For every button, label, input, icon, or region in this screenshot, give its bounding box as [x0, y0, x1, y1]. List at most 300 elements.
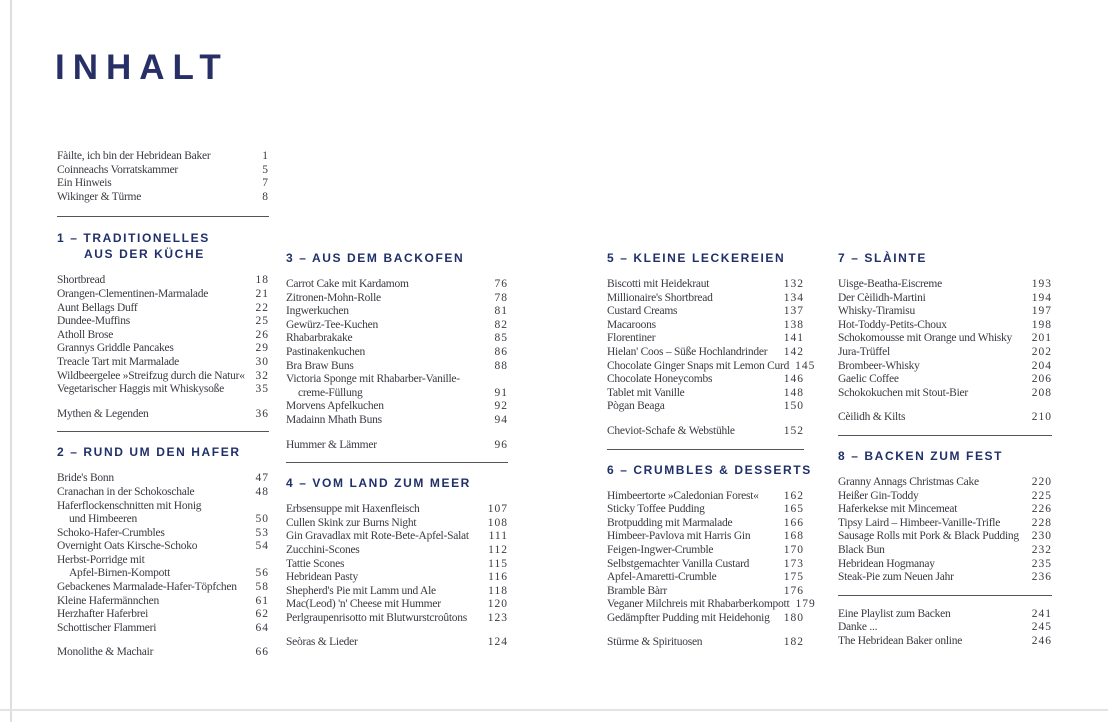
toc-entry-page-number: 76 [494, 278, 508, 290]
toc-entry-label: Schokokuchen mit Stout-Bier [838, 386, 968, 399]
toc-entry-label: Black Bun [838, 543, 885, 556]
toc-entry [57, 500, 269, 514]
toc-entry [838, 360, 1052, 374]
toc-entry [57, 554, 269, 568]
section-divider [286, 462, 508, 463]
section-footer-list [286, 636, 508, 650]
toc-entry-page-number: 134 [783, 291, 804, 304]
toc-entry [286, 278, 508, 292]
toc-entry-label: Tipsy Laird – Himbeer-Vanille-Trifle [838, 516, 1001, 529]
toc-entry [57, 342, 269, 356]
section-heading-line: 3 – AUS DEM BACKOFEN [286, 251, 465, 265]
toc-entry-page-number: 118 [488, 584, 508, 597]
toc-entry [286, 400, 508, 414]
toc-entry-label: Overnight Oats Kirsche-Schoko [57, 540, 198, 553]
toc-entry-label: Cheviot-Schafe & Webstühle [607, 424, 735, 437]
section-heading-line: 8 – BACKEN ZUM FEST [838, 448, 1004, 463]
toc-entry-page-number: 58 [255, 581, 269, 594]
footer-divider [838, 595, 1052, 596]
toc-entry [57, 622, 269, 636]
toc-entry-label: Chocolate Honeycombs [607, 373, 713, 386]
section-heading [286, 250, 508, 266]
toc-entry-label: Cullen Skink zur Burns Night [286, 516, 417, 529]
toc-entry-label: Hebridean Hogmanay [838, 557, 935, 570]
toc-entry [607, 292, 804, 306]
toc-column-3-sections [607, 250, 816, 650]
toc-entry-page-number: 179 [795, 598, 816, 611]
section-entry-list [838, 476, 1052, 585]
toc-entry-label: Biscotti mit Heidekraut [607, 278, 710, 290]
toc-entry-label: Wikinger & Türme [57, 190, 142, 203]
toc-entry [607, 305, 804, 319]
toc-entry [838, 373, 1052, 387]
toc-entry-label: Tablet mit Vanille [607, 386, 685, 399]
toc-entry-page-number: 36 [255, 407, 269, 420]
toc-entry-label: Ein Hinweis [57, 177, 112, 190]
toc-entry [57, 191, 269, 205]
toc-entry-page-number: 142 [783, 345, 804, 358]
toc-entry-label: Tattie Scones [286, 557, 345, 570]
toc-entry [286, 332, 508, 346]
toc-entry-label: Shortbread [57, 274, 105, 287]
toc-entry [838, 571, 1052, 585]
toc-entry-page-number: 162 [783, 489, 804, 502]
toc-entry-label: Grannys Griddle Pancakes [57, 342, 174, 355]
section-heading-line: AUS DER KÜCHE [84, 247, 205, 262]
toc-entry-page-number: 152 [783, 424, 804, 437]
page-edge-left [10, 0, 12, 722]
toc-entry-page-number: 91 [494, 386, 508, 399]
toc-entry-label: Cèilidh & Kilts [838, 411, 906, 424]
toc-entry-label: Feigen-Ingwer-Crumble [607, 543, 714, 556]
toc-entry [57, 581, 269, 595]
toc-entry [607, 490, 804, 504]
toc-entry-label: Stürme & Spirituosen [607, 636, 703, 649]
toc-column-4 [838, 250, 1052, 648]
toc-entry-page-number: 197 [1031, 305, 1052, 318]
toc-entry-page-number: 94 [494, 413, 508, 426]
toc-entry [286, 373, 508, 387]
toc-entry-label: Aunt Bellags Duff [57, 301, 138, 314]
toc-entry [57, 164, 269, 178]
toc-entry-page-number: 165 [783, 503, 804, 516]
section-heading [286, 475, 508, 491]
toc-entry-page-number: 225 [1031, 489, 1052, 502]
toc-entry-label: Granny Annags Christmas Cake [838, 475, 979, 488]
toc-entry-label: Rhabarbrakake [286, 332, 353, 345]
toc-entry [57, 513, 269, 527]
toc-entry-page-number: 148 [783, 386, 804, 399]
section-footer-list [57, 646, 269, 660]
toc-entry-page-number: 47 [255, 472, 269, 485]
toc-entry-label: Carrot Cake mit Kardamom [286, 278, 409, 290]
toc-entry [607, 319, 804, 333]
toc-entry-page-number: 32 [255, 369, 269, 382]
toc-entry-label: Schoko-Hafer-Crumbles [57, 526, 165, 539]
toc-entry-page-number: 123 [487, 611, 508, 624]
toc-entry-label: Danke ... [838, 621, 878, 634]
toc-entry [607, 598, 816, 612]
toc-entry-page-number: 107 [487, 503, 508, 516]
toc-entry [607, 585, 804, 599]
toc-entry-label: Erbsensuppe mit Haxenfleisch [286, 503, 420, 516]
toc-entry-page-number: 236 [1031, 571, 1052, 584]
toc-entry-page-number: 201 [1031, 332, 1052, 345]
section-entry-list [607, 278, 816, 414]
toc-entry-label: Uisge-Beatha-Eiscreme [838, 278, 942, 290]
toc-entry-label: Herbst-Porridge mit [57, 553, 145, 566]
toc-entry [286, 612, 508, 626]
toc-entry [607, 612, 804, 626]
section-footer-list [607, 636, 804, 650]
toc-entry [607, 387, 804, 401]
toc-entry-page-number: 64 [255, 621, 269, 634]
toc-entry-label: Hielan' Coos – Süße Hochlandrinder [607, 345, 768, 358]
toc-entry [838, 476, 1052, 490]
toc-entry [838, 517, 1052, 531]
toc-entry [838, 530, 1052, 544]
toc-entry-page-number: 21 [255, 287, 269, 300]
toc-entry [57, 540, 269, 554]
toc-entry-label: Pastinakenkuchen [286, 345, 366, 358]
toc-entry-page-number: 182 [783, 636, 804, 649]
toc-entry [57, 288, 269, 302]
section-entry-list [607, 489, 816, 626]
toc-entry [57, 527, 269, 541]
toc-entry-page-number: 66 [255, 646, 269, 659]
toc-entry-label: Gebackenes Marmalade-Hafer-Töpfchen [57, 581, 237, 594]
toc-entry [57, 486, 269, 500]
toc-entry-label: Himbeer-Pavlova mit Harris Gin [607, 530, 751, 543]
toc-entry-page-number: 53 [255, 526, 269, 539]
toc-entry-page-number: 175 [783, 571, 804, 584]
toc-entry-page-number: 173 [783, 557, 804, 570]
toc-entry [607, 278, 804, 292]
section-heading [838, 250, 1052, 266]
toc-entry-label: Victoria Sponge mit Rhabarber-Vanille- [286, 373, 460, 386]
toc-entry-label: Heißer Gin-Toddy [838, 489, 919, 502]
section-footer-list [607, 425, 804, 439]
toc-entry-label: Gin Gravadlax mit Rote-Bete-Apfel-Salat [286, 530, 469, 543]
toc-entry [838, 278, 1052, 292]
section-entry-list [57, 472, 269, 635]
toc-entry [286, 544, 508, 558]
toc-entry-page-number: 150 [783, 400, 804, 413]
toc-entry [286, 360, 508, 374]
toc-entry [607, 636, 804, 650]
toc-entry [57, 595, 269, 609]
section-entry-list [286, 278, 508, 428]
toc-entry [286, 292, 508, 306]
toc-entry-page-number: 25 [255, 315, 269, 328]
toc-entry-label: Zucchini-Scones [286, 543, 360, 556]
toc-column-1 [57, 150, 269, 660]
toc-entry-page-number: 241 [1031, 607, 1052, 620]
toc-entry-label: Zitronen-Mohn-Rolle [286, 291, 381, 304]
toc-entry-page-number: 48 [255, 485, 269, 498]
toc-entry-label: Hot-Toddy-Petits-Choux [838, 318, 947, 331]
toc-entry-page-number: 132 [783, 278, 804, 290]
toc-column-3 [607, 250, 816, 650]
section-divider [607, 449, 804, 450]
toc-entry-page-number: 193 [1031, 278, 1052, 290]
section-entry-list [286, 503, 508, 625]
toc-entry [607, 425, 804, 439]
section-footer-list [286, 439, 508, 453]
toc-entry-label: Pògan Beaga [607, 400, 665, 413]
toc-entry-page-number: 56 [255, 567, 269, 580]
toc-entry-page-number: 7 [262, 177, 269, 190]
section-divider [838, 435, 1052, 436]
toc-entry-page-number: 96 [494, 438, 508, 451]
section-entry-list [57, 274, 269, 396]
toc-entry-label: Vegetarischer Haggis mit Whiskysoße [57, 383, 225, 396]
toc-entry-page-number: 145 [795, 359, 816, 372]
toc-entry-page-number: 85 [494, 332, 508, 345]
toc-entry-label: Mac(Leod) 'n' Cheese mit Hummer [286, 598, 441, 611]
toc-entry-page-number: 230 [1031, 530, 1052, 543]
toc-entry [57, 472, 269, 486]
toc-entry [607, 373, 804, 387]
toc-entry-label: Jura-Trüffel [838, 345, 890, 358]
toc-entry-label: Millionaire's Shortbread [607, 291, 713, 304]
toc-entry-label: The Hebridean Baker online [838, 634, 963, 647]
toc-entry [57, 274, 269, 288]
toc-entry-label: Shepherd's Pie mit Lamm und Ale [286, 584, 436, 597]
toc-entry-label: Apfel-Amaretti-Crumble [607, 571, 717, 584]
toc-entry-page-number: 29 [255, 342, 269, 355]
toc-entry-page-number: 78 [494, 291, 508, 304]
toc-entry-page-number: 92 [494, 400, 508, 413]
toc-entry-label: Whisky-Tiramisu [838, 305, 915, 318]
toc-entry [57, 315, 269, 329]
page-title: INHALT [55, 48, 229, 87]
toc-entry-label: Bride's Bonn [57, 472, 114, 485]
toc-entry [838, 292, 1052, 306]
toc-entry [838, 411, 1052, 425]
toc-entry-label: Florentiner [607, 332, 656, 345]
toc-entry-page-number: 18 [255, 274, 269, 287]
toc-entry [838, 558, 1052, 572]
toc-entry-label: Hummer & Lämmer [286, 438, 377, 451]
toc-entry-label: Steak-Pie zum Neuen Jahr [838, 571, 954, 584]
section-footer-list [57, 408, 269, 422]
toc-entry-page-number: 176 [783, 584, 804, 597]
toc-entry-page-number: 206 [1031, 373, 1052, 386]
toc-entry-label: Gewürz-Tee-Kuchen [286, 318, 379, 331]
front-matter-list [57, 150, 269, 204]
toc-entry-label: creme-Füllung [298, 386, 363, 399]
toc-entry-page-number: 26 [255, 328, 269, 341]
toc-entry-page-number: 61 [255, 594, 269, 607]
toc-entry-page-number: 30 [255, 355, 269, 368]
toc-entry [57, 356, 269, 370]
toc-entry-page-number: 208 [1031, 386, 1052, 399]
toc-entry-label: Sticky Toffee Pudding [607, 503, 705, 516]
toc-entry-label: Seòras & Lieder [286, 636, 358, 649]
toc-entry-page-number: 138 [783, 318, 804, 331]
toc-entry [286, 503, 508, 517]
toc-entry [838, 490, 1052, 504]
toc-entry-label: Monolithe & Machair [57, 646, 154, 659]
toc-entry-label: Hebridean Pasty [286, 571, 358, 584]
toc-entry [57, 408, 269, 422]
toc-entry [286, 558, 508, 572]
toc-entry-page-number: 115 [488, 557, 508, 570]
toc-entry [286, 636, 508, 650]
toc-entry-label: Brombeer-Whisky [838, 359, 920, 372]
toc-entry [838, 608, 1052, 622]
toc-entry-label: Veganer Milchreis mit Rhabarberkompott [607, 598, 790, 611]
toc-entry-label: Bramble Bàrr [607, 584, 667, 597]
section-footer-list [838, 608, 1052, 649]
section-footer-list [838, 411, 1052, 425]
toc-entry-page-number: 111 [488, 530, 508, 543]
toc-entry-page-number: 22 [255, 301, 269, 314]
toc-entry-label: Chocolate Ginger Snaps mit Lemon Curd [607, 359, 790, 372]
toc-entry [838, 635, 1052, 649]
toc-entry-label: und Himbeeren [69, 513, 137, 526]
toc-entry [607, 503, 804, 517]
toc-entry-label: Morvens Apfelkuchen [286, 400, 384, 413]
toc-entry [286, 530, 508, 544]
toc-entry-label: Madainn Mhath Buns [286, 413, 382, 426]
toc-entry [607, 544, 804, 558]
toc-entry-page-number: 232 [1031, 543, 1052, 556]
section-heading [607, 462, 812, 478]
section-heading-line: 4 – VOM LAND ZUM MEER [286, 476, 471, 491]
toc-entry [286, 414, 508, 428]
toc-entry [286, 387, 508, 401]
toc-entry-label: Ingwerkuchen [286, 305, 349, 318]
toc-entry [607, 517, 804, 531]
section-heading-line: 5 – KLEINE LECKEREIEN [607, 251, 786, 265]
toc-column-1-sections [57, 230, 269, 660]
toc-entry [607, 400, 804, 414]
toc-entry-page-number: 86 [494, 345, 508, 358]
toc-entry [838, 544, 1052, 558]
toc-entry [838, 346, 1052, 360]
toc-entry-page-number: 35 [255, 383, 269, 396]
toc-entry-label: Bra Braw Buns [286, 359, 354, 372]
toc-entry-label: Perlgraupenrisotto mit Blutwurstcroûtons [286, 611, 468, 624]
toc-entry-page-number: 112 [488, 543, 508, 556]
section-heading-line: 7 – SLÀINTE [838, 251, 927, 265]
toc-entry-label: Orangen-Clementinen-Marmalade [57, 287, 209, 300]
toc-entry [607, 359, 816, 374]
toc-column-2-sections [286, 250, 508, 650]
toc-entry [57, 177, 269, 191]
toc-entry-label: Dundee-Muffins [57, 315, 130, 328]
toc-entry-page-number: 1 [262, 150, 269, 162]
toc-entry [57, 302, 269, 316]
toc-entry-page-number: 246 [1031, 634, 1052, 647]
toc-entry-page-number: 210 [1031, 411, 1052, 424]
toc-entry [286, 571, 508, 585]
toc-entry-label: Haferkekse mit Mincemeat [838, 503, 958, 516]
toc-entry-label: Eine Playlist zum Backen [838, 607, 951, 620]
toc-entry-page-number: 5 [262, 163, 269, 176]
toc-entry-label: Schottischer Flammeri [57, 621, 157, 634]
toc-entry-page-number: 108 [487, 516, 508, 529]
toc-entry-label: Cranachan in der Schokoschale [57, 485, 195, 498]
toc-entry-label: Treacle Tart mit Marmalade [57, 355, 180, 368]
section-heading-line: 6 – CRUMBLES & DESSERTS [607, 462, 812, 477]
toc-entry-label: Selbstgemachter Vanilla Custard [607, 557, 750, 570]
toc-entry [838, 387, 1052, 401]
toc-column-4-sections [838, 250, 1052, 648]
toc-entry-page-number: 166 [783, 516, 804, 529]
toc-entry [607, 558, 804, 572]
toc-entry-label: Gaelic Coffee [838, 373, 899, 386]
toc-entry [57, 370, 269, 384]
toc-entry-page-number: 8 [262, 190, 269, 203]
section-heading-line: 1 – TRADITIONELLES [57, 231, 210, 246]
toc-entry [838, 332, 1052, 346]
toc-entry [607, 332, 804, 346]
toc-entry [838, 621, 1052, 635]
toc-entry [607, 346, 804, 360]
section-entry-list [838, 278, 1052, 400]
toc-entry [57, 329, 269, 343]
toc-entry-page-number: 220 [1031, 475, 1052, 488]
toc-entry-label: Apfel-Birnen-Kompott [69, 567, 171, 580]
toc-entry-label: Haferflockenschnitten mit Honig [57, 499, 202, 512]
toc-entry-label: Himbeertorte »Caledonian Forest« [607, 489, 759, 502]
toc-entry-label: Macaroons [607, 318, 656, 331]
toc-entry [286, 346, 508, 360]
section-heading [57, 230, 269, 262]
toc-entry-page-number: 168 [783, 530, 804, 543]
toc-entry [838, 305, 1052, 319]
toc-entry-page-number: 88 [494, 359, 508, 372]
toc-entry [838, 319, 1052, 333]
toc-entry [57, 608, 269, 622]
toc-entry [286, 319, 508, 333]
toc-entry [607, 571, 804, 585]
toc-entry-page-number: 235 [1031, 557, 1052, 570]
toc-entry-page-number: 194 [1031, 291, 1052, 304]
toc-entry-label: Schokomousse mit Orange und Whisky [838, 332, 1012, 345]
toc-entry-label: Herzhafter Haferbrei [57, 608, 149, 621]
toc-entry-label: Fàilte, ich bin der Hebridean Baker [57, 150, 211, 162]
toc-entry-page-number: 204 [1031, 359, 1052, 372]
toc-entry-page-number: 146 [783, 373, 804, 386]
toc-entry-page-number: 226 [1031, 503, 1052, 516]
section-heading-line: 2 – RUND UM DEN HAFER [57, 445, 241, 460]
toc-entry-label: Gedämpfter Pudding mit Heidehonig [607, 611, 770, 624]
toc-entry-page-number: 170 [783, 543, 804, 556]
toc-entry-page-number: 180 [783, 611, 804, 624]
toc-entry [57, 383, 269, 397]
toc-entry-page-number: 141 [783, 332, 804, 345]
page-edge-bottom [0, 709, 1108, 711]
toc-entry-page-number: 116 [488, 571, 508, 584]
section-heading [57, 444, 269, 460]
toc-entry-label: Custard Creams [607, 305, 678, 318]
toc-entry-label: Mythen & Legenden [57, 407, 149, 420]
toc-entry-label: Kleine Hafermännchen [57, 594, 159, 607]
toc-entry-page-number: 124 [487, 636, 508, 649]
toc-entry-page-number: 81 [494, 305, 508, 318]
section-heading [607, 250, 804, 266]
toc-entry [286, 598, 508, 612]
toc-entry-label: Wildbeergelee »Streifzug durch die Natur« [57, 369, 245, 382]
section-heading [838, 448, 1052, 464]
toc-entry-label: Atholl Brose [57, 328, 114, 341]
toc-entry [286, 585, 508, 599]
section-divider [57, 431, 269, 432]
